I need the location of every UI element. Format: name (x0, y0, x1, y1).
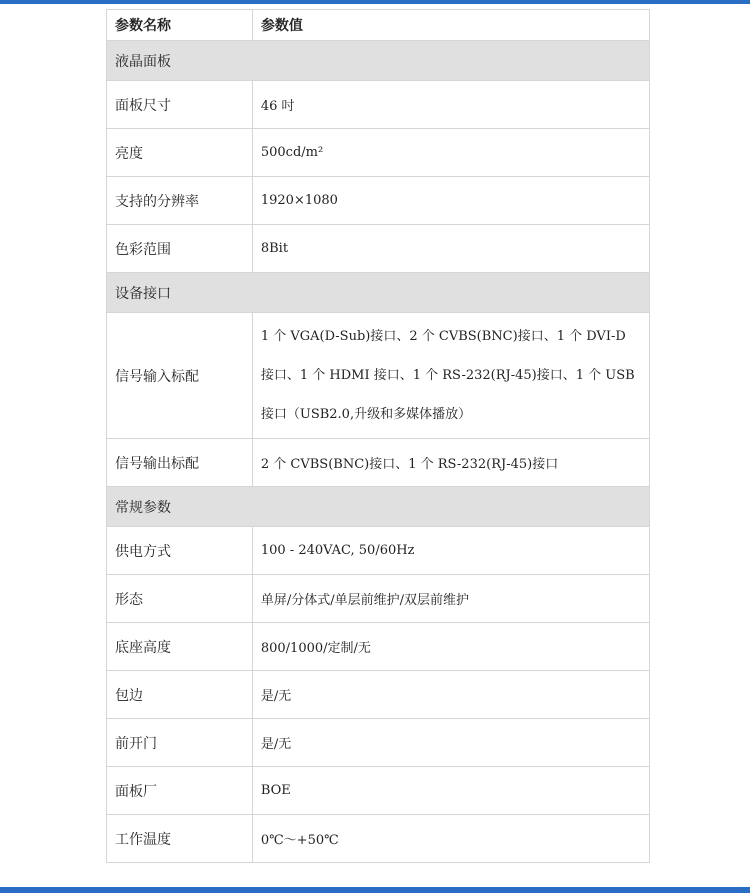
spec-table (106, 9, 650, 863)
table-header-row (107, 10, 650, 41)
param-name: 色彩范围 (107, 225, 253, 273)
param-name: 亮度 (107, 129, 253, 177)
param-value: 100 - 240VAC, 50/60Hz (252, 527, 649, 575)
header-value-cell: 参数值 (252, 10, 649, 41)
param-name: 面板厂 (107, 767, 253, 815)
section-title: 设备接口 (107, 273, 650, 313)
param-value: 单屏/分体式/单层前维护/双层前维护 (252, 575, 649, 623)
param-value: 800/1000/定制/无 (252, 623, 649, 671)
table-row (107, 623, 650, 671)
param-value: BOE (252, 767, 649, 815)
param-value: 是/无 (252, 719, 649, 767)
param-name: 包边 (107, 671, 253, 719)
table-row (107, 177, 650, 225)
param-value: 46 吋 (252, 81, 649, 129)
table-row (107, 313, 650, 439)
section-row-interfaces (107, 273, 650, 313)
param-value: 8Bit (252, 225, 649, 273)
param-name: 面板尺寸 (107, 81, 253, 129)
param-value: 2 个 CVBS(BNC)接口、1 个 RS-232(RJ-45)接口 (252, 439, 649, 487)
table-row (107, 439, 650, 487)
param-value: 0℃～+50℃ (252, 815, 649, 863)
param-value: 1 个 VGA(D-Sub)接口、2 个 CVBS(BNC)接口、1 个 DVI-D 接口、1 个 HDMI 接口、1 个 RS-232(RJ-45)接口、1 个 USB 接口（USB2.0,升级和多媒体播放） (252, 313, 649, 439)
section-title: 液晶面板 (107, 41, 650, 81)
param-name: 信号输出标配 (107, 439, 253, 487)
param-value: 500cd/m² (252, 129, 649, 177)
section-title: 常规参数 (107, 487, 650, 527)
top-accent-bar (0, 0, 750, 4)
table-row (107, 81, 650, 129)
table-row (107, 815, 650, 863)
table-row (107, 767, 650, 815)
table-row (107, 575, 650, 623)
table-row (107, 129, 650, 177)
param-name: 前开门 (107, 719, 253, 767)
section-row-lcd-panel (107, 41, 650, 81)
table-row (107, 671, 650, 719)
table-row (107, 225, 650, 273)
param-value: 1920×1080 (252, 177, 649, 225)
table-row (107, 527, 650, 575)
param-name: 供电方式 (107, 527, 253, 575)
bottom-accent-bar (0, 887, 750, 893)
param-value: 是/无 (252, 671, 649, 719)
header-name-cell: 参数名称 (107, 10, 253, 41)
table-row (107, 719, 650, 767)
param-name: 信号输入标配 (107, 313, 253, 439)
param-name: 底座高度 (107, 623, 253, 671)
param-name: 支持的分辨率 (107, 177, 253, 225)
param-name: 形态 (107, 575, 253, 623)
param-name: 工作温度 (107, 815, 253, 863)
section-row-general (107, 487, 650, 527)
